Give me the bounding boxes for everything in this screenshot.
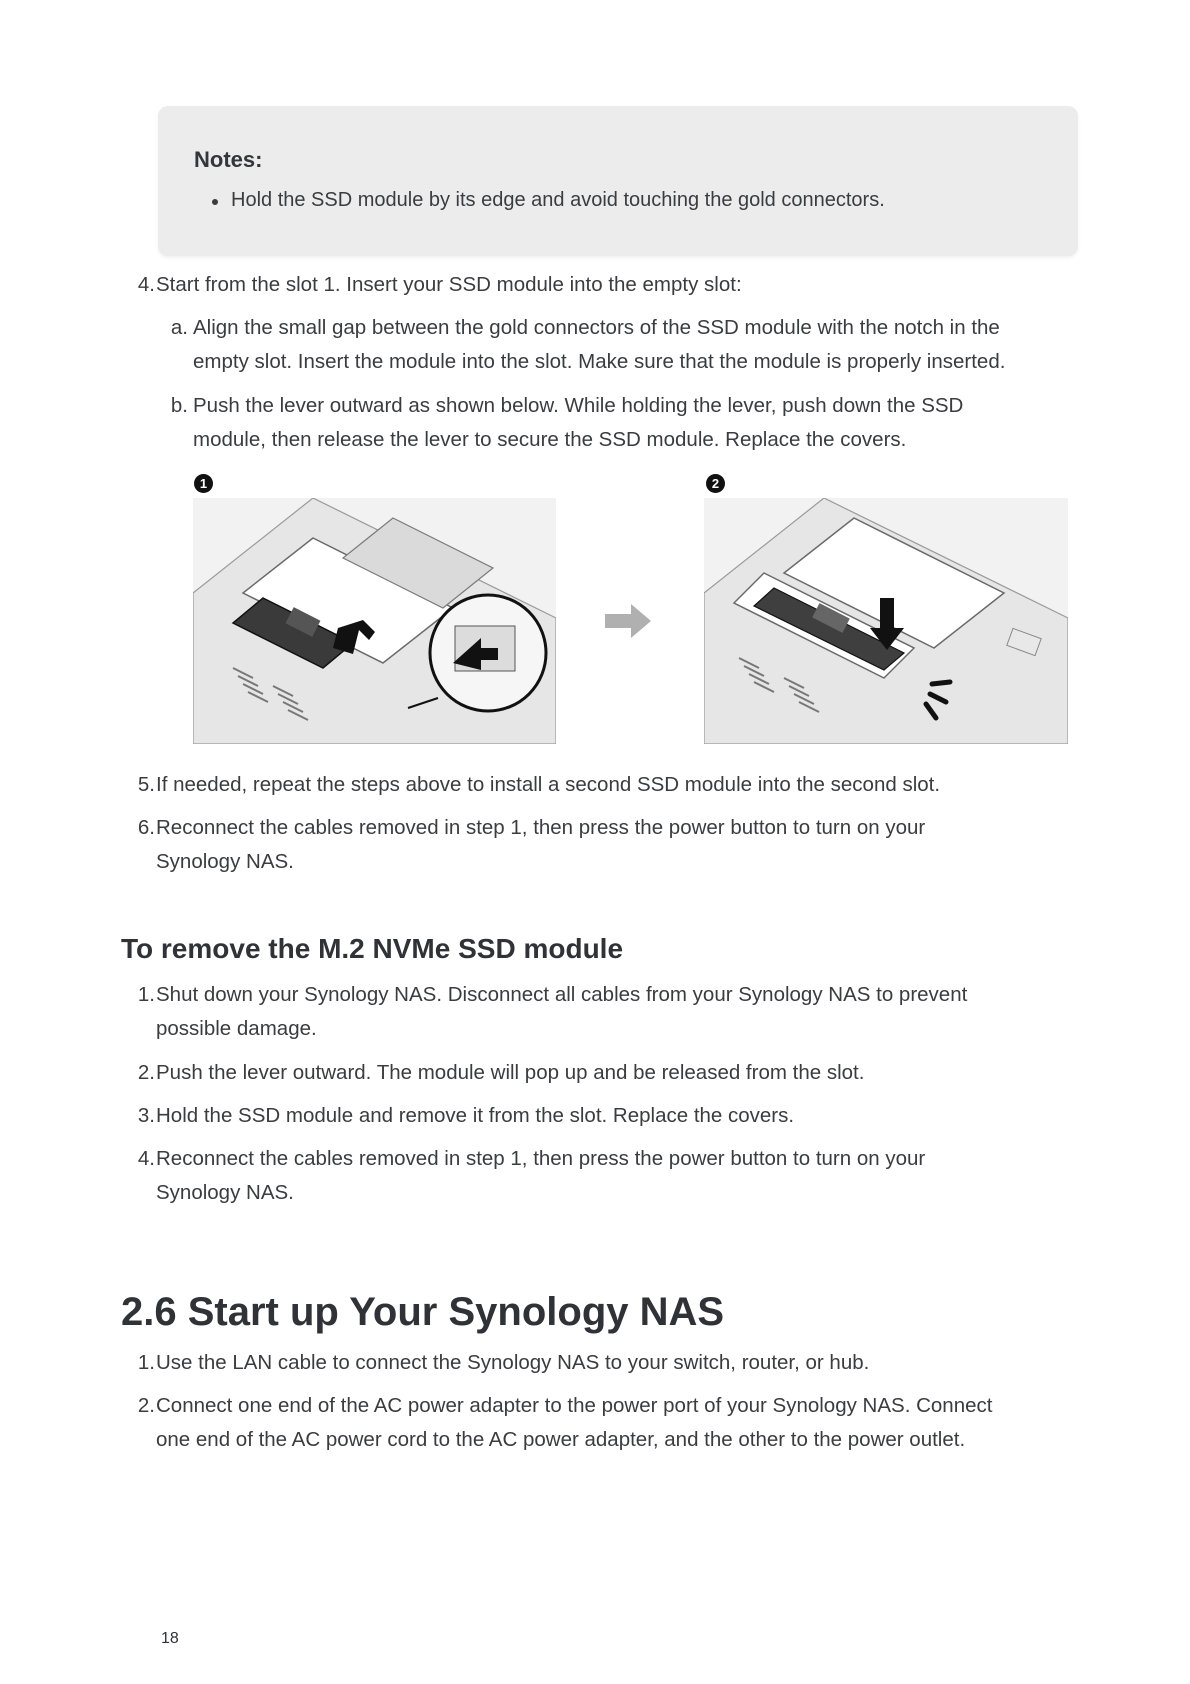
- bullet-dot: [212, 199, 218, 205]
- list-number: 4.: [137, 1147, 155, 1170]
- list-text: Reconnect the cables removed in step 1, then press the power button to turn on your: [156, 1147, 926, 1170]
- nas-illustration-2: [704, 498, 1068, 744]
- list-text: Use the LAN cable to connect the Synology NAS to your switch, router, or hub.: [156, 1351, 870, 1374]
- arrow-right-icon: [605, 604, 653, 638]
- sublist-text: Push the lever outward as shown below. While holding the lever, push down the SSD: [193, 394, 964, 417]
- notes-box: [158, 106, 1078, 256]
- sublist-text: empty slot. Insert the module into the slot. Make sure that the module is properly inserted.: [193, 350, 1006, 373]
- list-number: 3.: [137, 1104, 155, 1127]
- list-text: Shut down your Synology NAS. Disconnect all cables from your Synology NAS to prevent: [156, 983, 968, 1006]
- sublist-label: a.: [170, 316, 188, 339]
- sublist-text: module, then release the lever to secure the SSD module. Replace the covers.: [193, 428, 907, 451]
- list-text: Push the lever outward. The module will pop up and be released from the slot.: [156, 1061, 865, 1084]
- list-text: Reconnect the cables removed in step 1, then press the power button to turn on your: [156, 816, 926, 839]
- list-text: Hold the SSD module and remove it from the slot. Replace the covers.: [156, 1104, 795, 1127]
- step-badge-1: 1: [194, 474, 213, 493]
- step-badge-2: 2: [706, 474, 725, 493]
- list-number: 2.: [137, 1061, 155, 1084]
- list-number: 4.: [137, 273, 155, 296]
- section-heading-startup: 2.6 Start up Your Synology NAS: [121, 1290, 725, 1334]
- list-number: 5.: [137, 773, 155, 796]
- notes-item: Hold the SSD module by its edge and avoid touching the gold connectors.: [231, 189, 885, 211]
- illustration-lever-push: [193, 498, 556, 744]
- list-text: Synology NAS.: [156, 850, 294, 873]
- list-number: 1.: [137, 983, 155, 1006]
- list-text: Synology NAS.: [156, 1181, 294, 1204]
- list-number: 6.: [137, 816, 155, 839]
- list-text: If needed, repeat the steps above to install a second SSD module into the second slot.: [156, 773, 941, 796]
- page-number: 18: [161, 1630, 179, 1647]
- section-heading-remove: To remove the M.2 NVMe SSD module: [121, 933, 624, 964]
- list-text: Connect one end of the AC power adapter to the power port of your Synology NAS. Connect: [156, 1394, 993, 1417]
- list-text: Start from the slot 1. Insert your SSD module into the empty slot:: [156, 273, 742, 296]
- list-number: 1.: [137, 1351, 155, 1374]
- sublist-text: Align the small gap between the gold connectors of the SSD module with the notch in the: [193, 316, 1000, 339]
- illustration-press-down: [704, 498, 1068, 744]
- list-text: possible damage.: [156, 1017, 317, 1040]
- sublist-label: b.: [170, 394, 188, 417]
- notes-title: Notes:: [194, 147, 263, 172]
- list-number: 2.: [137, 1394, 155, 1417]
- nas-illustration-1: [193, 498, 556, 744]
- list-text: one end of the AC power cord to the AC power adapter, and the other to the power outlet.: [156, 1428, 966, 1451]
